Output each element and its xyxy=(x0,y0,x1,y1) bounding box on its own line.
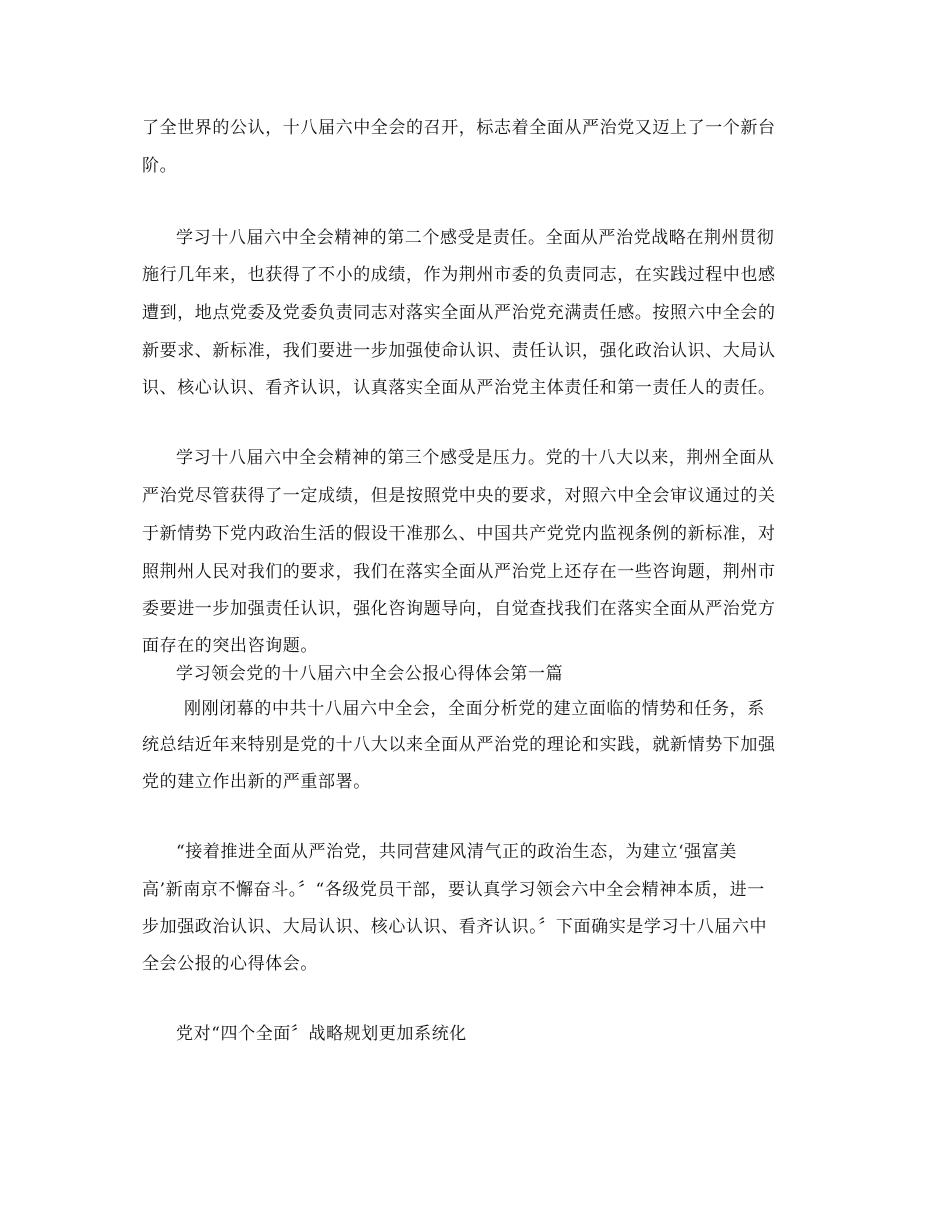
paragraph-5-line-1: “接着推进全面从严治党，共同营建风清气正的政治生态，为建立‘强富美 xyxy=(176,842,737,862)
paragraph-2-line-2: 施行几年来，也获得了不小的成绩，作为荆州市委的负责同志，在实践过程中也感 xyxy=(142,265,776,285)
paragraph-5-line-3: 步加强政治认识、大局认识、核心认识、看齐认识。〞下面确实是学习十八届六中 xyxy=(142,917,768,937)
paragraph-3-line-6: 面存在的突出咨询题。 xyxy=(142,636,318,656)
paragraph-5-line-2: 高’新南京不懈奋斗。〞“各级党员干部，要认真学习领会六中全会精神本质，进一 xyxy=(142,880,765,900)
paragraph-3-line-2: 严治党尽管获得了一定成绩，但是按照党中央的要求，对照六中全会审议通过的关 xyxy=(142,486,776,506)
paragraph-4-line-1: 刚刚闭幕的中共十八届六中全会，全面分析党的建立面临的情势和任务，系 xyxy=(184,699,765,719)
paragraph-1-line-1: 了全世界的公认，十八届六中全会的召开，标志着全面从严治党又迈上了一个新台 xyxy=(142,118,776,138)
paragraph-4-line-2: 统总结近年来特别是党的十八大以来全面从严治党的理论和实践，就新情势下加强 xyxy=(142,735,776,755)
paragraph-2-line-5: 识、核心认识、看齐认识，认真落实全面从严治党主体责任和第一责任人的责任。 xyxy=(142,378,776,398)
paragraph-2-line-1: 学习十八届六中全会精神的第二个感受是责任。全面从严治党战略在荆州贯彻 xyxy=(176,228,775,248)
paragraph-3-line-3: 于新情势下党内政治生活的假设干准那么、中国共产党党内监视条例的新标准，对 xyxy=(142,524,776,544)
paragraph-1-line-2: 阶。 xyxy=(142,156,178,176)
paragraph-4-line-3: 党的建立作出新的严重部署。 xyxy=(142,772,371,792)
paragraph-3-line-4: 照荆州人民对我们的要求，我们在落实全面从严治党上还存在一些咨询题，荆州市 xyxy=(142,562,776,582)
paragraph-5-line-4: 全会公报的心得体会。 xyxy=(142,954,318,974)
paragraph-6-line-1: 党对“四个全面〞战略规划更加系统化 xyxy=(176,1024,467,1044)
section-heading: 学习领会党的十八届六中全会公报心得体会第一篇 xyxy=(176,664,564,684)
paragraph-3-line-1: 学习十八届六中全会精神的第三个感受是压力。党的十八大以来，荆州全面从 xyxy=(176,448,775,468)
paragraph-3-line-5: 委要进一步加强责任认识，强化咨询题导向，自觉查找我们在落实全面从严治党方 xyxy=(142,599,776,619)
paragraph-2-line-3: 遭到，地点党委及党委负责同志对落实全面从严治党充满责任感。按照六中全会的 xyxy=(142,303,776,323)
paragraph-2-line-4: 新要求、新标准，我们要进一步加强使命认识、责任认识，强化政治认识、大局认 xyxy=(142,341,776,361)
